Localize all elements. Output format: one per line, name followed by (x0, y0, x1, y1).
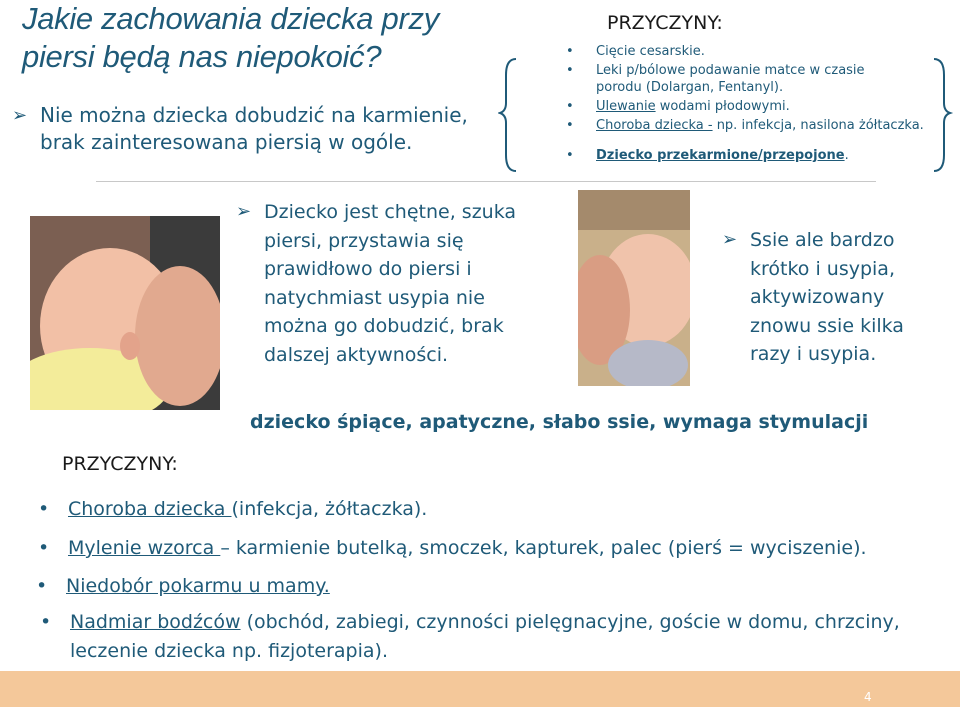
baby-photo-right (578, 190, 690, 386)
separator-line (96, 181, 876, 182)
bullet-dot-icon: • (40, 611, 52, 633)
cause-link[interactable]: Niedobór pokarmu u mamy. (66, 575, 330, 597)
arrow-bullet-icon: ➢ (12, 105, 28, 126)
list-item: • Ulewanie wodami płodowymi. (566, 99, 790, 114)
bullet-dot-icon: • (38, 537, 50, 559)
cause-link[interactable]: Choroba dziecka (68, 498, 232, 520)
list-item: • Cięcie cesarskie. (566, 44, 705, 59)
right-case-text: Ssie ale bardzo krótko i usypia, aktywizowany znowu ssie kilka razy i usypia. (750, 229, 904, 365)
bullet-dot-icon: • (566, 118, 574, 133)
left-case-bullet (236, 198, 556, 388)
bullet-dot-icon: • (36, 575, 48, 597)
left-brace-icon (500, 59, 516, 171)
cause-link[interactable]: Nadmiar bodźców (70, 611, 241, 633)
bullet-dot-icon: • (38, 498, 50, 520)
bullet-dot-icon: • (566, 99, 574, 114)
intro-bullet-text: Nie można dziecka dobudzić na karmienie, brak zainteresowana piersią w ogóle. (40, 103, 468, 154)
cause-link[interactable]: Mylenie wzorca (68, 537, 221, 559)
bullet-dot-icon: • (566, 63, 574, 78)
baby-photo-left (30, 216, 220, 410)
page-number: 4 (864, 690, 872, 704)
list-item: • Choroba dziecka - np. infekcja, nasilona żółtaczka. (566, 118, 924, 133)
arrow-bullet-icon: ➢ (722, 229, 738, 250)
bullet-dot-icon: • (566, 44, 574, 59)
cause-link[interactable]: Ulewanie (596, 99, 656, 114)
cause-link[interactable]: Choroba dziecka - (596, 118, 713, 133)
top-causes-list (566, 43, 946, 166)
right-case-bullet (722, 226, 952, 376)
list-item: • Leki p/bólowe podawanie matce w czasie porodu (Dolargan, Fentanyl). (566, 63, 865, 95)
footer-bar (0, 671, 960, 707)
top-causes-heading: PRZYCZYNY: (607, 12, 723, 34)
bottom-causes-heading: PRZYCZYNY: (62, 453, 178, 475)
bullet-dot-icon: • (566, 148, 574, 163)
cause-link[interactable]: Dziecko przekarmione/przepojone (596, 148, 845, 163)
arrow-bullet-icon: ➢ (236, 201, 252, 222)
slide-title: Jakie zachowania dziecka przy piersi będą nas niepokoić? (22, 1, 439, 74)
symptom-headline: dziecko śpiące, apatyczne, słabo ssie, wymaga stymulacji (250, 411, 869, 433)
list-item: • Dziecko przekarmione/przepojone. (566, 148, 849, 163)
left-case-text: Dziecko jest chętne, szuka piersi, przystawia się prawidłowo do piersi i natychmiast usypia nie można go dobudzić, brak dalszej aktywności. (264, 201, 517, 366)
